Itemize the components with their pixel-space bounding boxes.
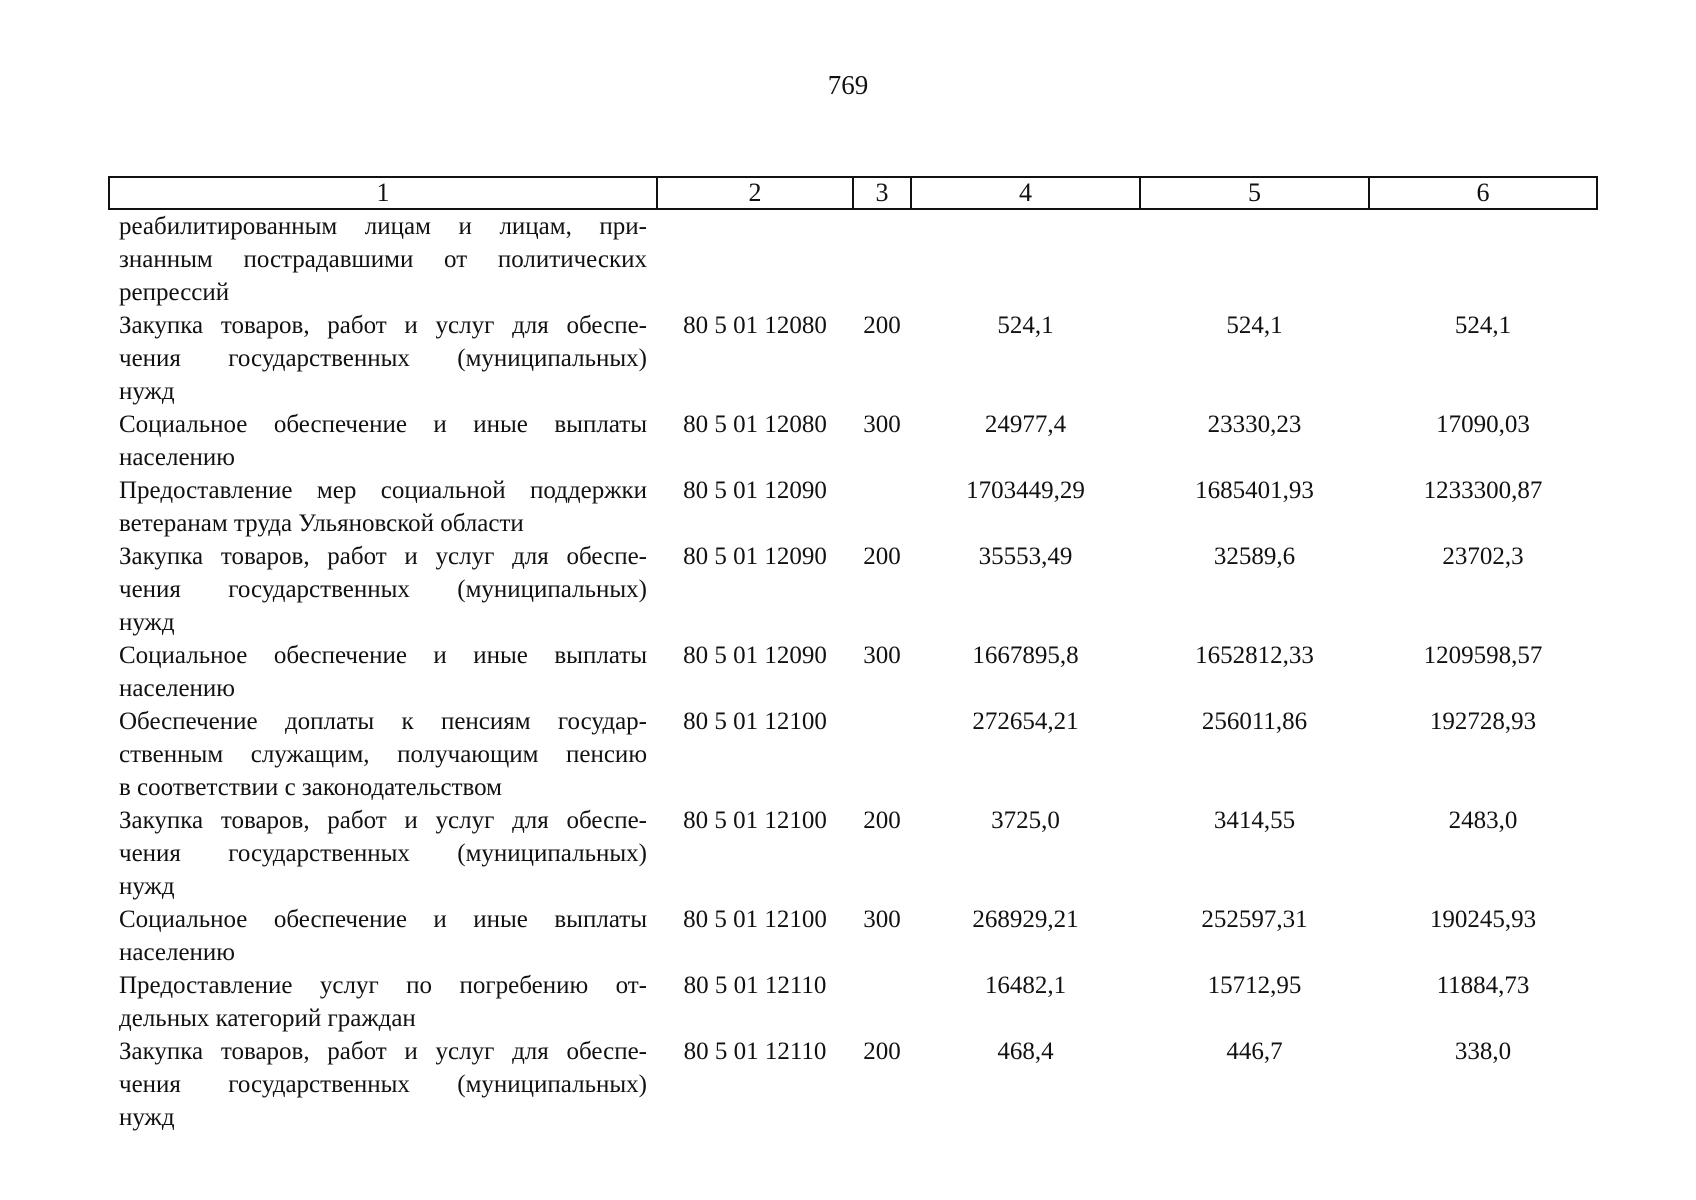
row-code [657,209,853,309]
row-value-col-4: 524,1 [997,312,1054,339]
row-name-line: ственным служащим, получающим пенсию [119,741,647,768]
row-value-col-6: 338,0 [1454,1038,1512,1065]
row-name-line: Закупка товаров, работ и услуг для обеспе- [119,312,647,339]
row-expense-type [853,969,911,1035]
row-expense-type [853,209,911,309]
row-code: 80 5 01 12090 [683,543,827,570]
row-expense-type: 200 [863,543,901,570]
row-value-col-4: 268929,21 [972,906,1079,933]
row-code: 80 5 01 12110 [683,1038,827,1065]
table-row [109,408,1597,474]
row-name [109,639,657,705]
header-col-1: 1 [109,177,657,209]
header-col-5: 5 [1140,177,1369,209]
row-code: 80 5 01 12100 [683,708,827,735]
row-value-col-6: 1209598,57 [1423,642,1543,669]
table-row [109,705,1597,804]
header-col-2: 2 [657,177,853,209]
row-name-line: чения государственных (муниципальных) [119,345,647,372]
row-name-line: Социальное обеспечение и иные выплаты [119,642,647,669]
row-code: 80 5 01 12080 [683,411,827,438]
row-value-col-5: 1652812,33 [1195,642,1314,669]
row-value-col-6 [1369,209,1597,309]
table-row [109,639,1597,705]
row-name-line: населению [119,444,235,471]
row-code: 80 5 01 12100 [683,906,827,933]
row-name-line: нужд [119,873,175,900]
row-value-col-4: 16482,1 [984,972,1067,999]
row-name-line: ветеранам труда Ульяновской области [119,510,524,537]
row-value-col-5 [1140,209,1369,309]
row-expense-type: 300 [863,411,901,438]
row-name [109,969,657,1035]
row-code: 80 5 01 12110 [683,972,827,999]
table-row [109,804,1597,903]
row-name-line: в соответствии с законодательством [119,774,502,801]
row-name-line: Социальное обеспечение и иные выплаты [119,411,647,438]
row-value-col-6: 190245,93 [1429,906,1537,933]
row-name [109,804,657,903]
row-value-col-6: 23702,3 [1442,543,1524,570]
row-name-line: знанным пострадавшими от политических [119,246,647,273]
row-value-col-4: 3725,0 [991,807,1060,834]
row-value-col-4 [911,209,1140,309]
table-row [109,474,1597,540]
row-value-col-4: 272654,21 [972,708,1079,735]
row-name [109,309,657,408]
row-value-col-4: 1667895,8 [972,642,1079,669]
row-name-line: нужд [119,378,175,405]
row-name-line: Закупка товаров, работ и услуг для обеспе- [119,807,647,834]
row-name-line: нужд [119,609,175,636]
row-value-col-5: 524,1 [1226,312,1283,339]
row-code: 80 5 01 12090 [683,477,827,504]
header-col-6: 6 [1369,177,1597,209]
row-value-col-6: 524,1 [1454,312,1512,339]
row-value-col-6: 192728,93 [1429,708,1537,735]
row-name-line: Предоставление мер социальной поддержки [119,477,647,504]
table-row [109,209,1597,309]
table-row [109,903,1597,969]
table-row [109,969,1597,1035]
page-number: 769 [827,70,869,100]
row-value-col-5: 446,7 [1226,1038,1283,1065]
row-name-line: реабилитированным лицам и лицам, при- [119,213,647,240]
row-code: 80 5 01 12080 [683,312,827,339]
row-code: 80 5 01 12100 [683,807,827,834]
row-expense-type: 200 [863,312,901,339]
row-name-line: Закупка товаров, работ и услуг для обеспе- [119,543,647,570]
row-expense-type [853,474,911,540]
row-value-col-5: 32589,6 [1213,543,1296,570]
header-col-3: 3 [853,177,911,209]
row-value-col-6: 11884,73 [1436,972,1530,999]
row-value-col-5: 23330,23 [1207,411,1302,438]
budget-table [108,176,1598,1134]
row-value-col-5: 1685401,93 [1195,477,1314,504]
row-expense-type: 200 [863,807,901,834]
header-col-4: 4 [911,177,1140,209]
row-name-line: репрессий [119,279,230,306]
row-value-col-5: 252597,31 [1201,906,1308,933]
row-value-col-6: 1233300,87 [1423,477,1543,504]
row-expense-type: 300 [863,906,901,933]
row-value-col-5: 256011,86 [1201,708,1308,735]
table-row [109,540,1597,639]
row-value-col-4: 35553,49 [978,543,1073,570]
table-row [109,1035,1597,1134]
row-name-line: Обеспечение доплаты к пенсиям государ- [119,708,647,735]
row-value-col-6: 17090,03 [1436,411,1530,438]
row-name [109,209,657,309]
row-name-line: Предоставление услуг по погребению от- [119,972,647,999]
row-value-col-4: 1703449,29 [966,477,1085,504]
row-value-col-5: 3414,55 [1213,807,1296,834]
row-name-line: Закупка товаров, работ и услуг для обеспе- [119,1038,647,1065]
table-header [109,177,1597,209]
row-name-line: чения государственных (муниципальных) [119,576,647,603]
row-value-col-4: 468,4 [997,1038,1054,1065]
table-body [109,209,1597,1134]
header-row [109,177,1597,209]
row-expense-type: 300 [863,642,901,669]
row-name [109,1035,657,1134]
row-code: 80 5 01 12090 [683,642,827,669]
row-name-line: чения государственных (муниципальных) [119,1071,647,1098]
row-name-line: Социальное обеспечение и иные выплаты [119,906,647,933]
row-name [109,474,657,540]
row-name [109,540,657,639]
row-value-col-5: 15712,95 [1207,972,1302,999]
row-name [109,408,657,474]
row-name [109,903,657,969]
row-expense-type [853,705,911,804]
row-name-line: нужд [119,1104,175,1131]
row-name-line: чения государственных (муниципальных) [119,840,647,867]
row-name [109,705,657,804]
row-value-col-4: 24977,4 [984,411,1067,438]
row-name-line: населению [119,675,235,702]
row-value-col-6: 2483,0 [1448,807,1518,834]
row-name-line: дельных категорий граждан [119,1005,416,1032]
table-row [109,309,1597,408]
row-expense-type: 200 [863,1038,901,1065]
row-name-line: населению [119,939,235,966]
